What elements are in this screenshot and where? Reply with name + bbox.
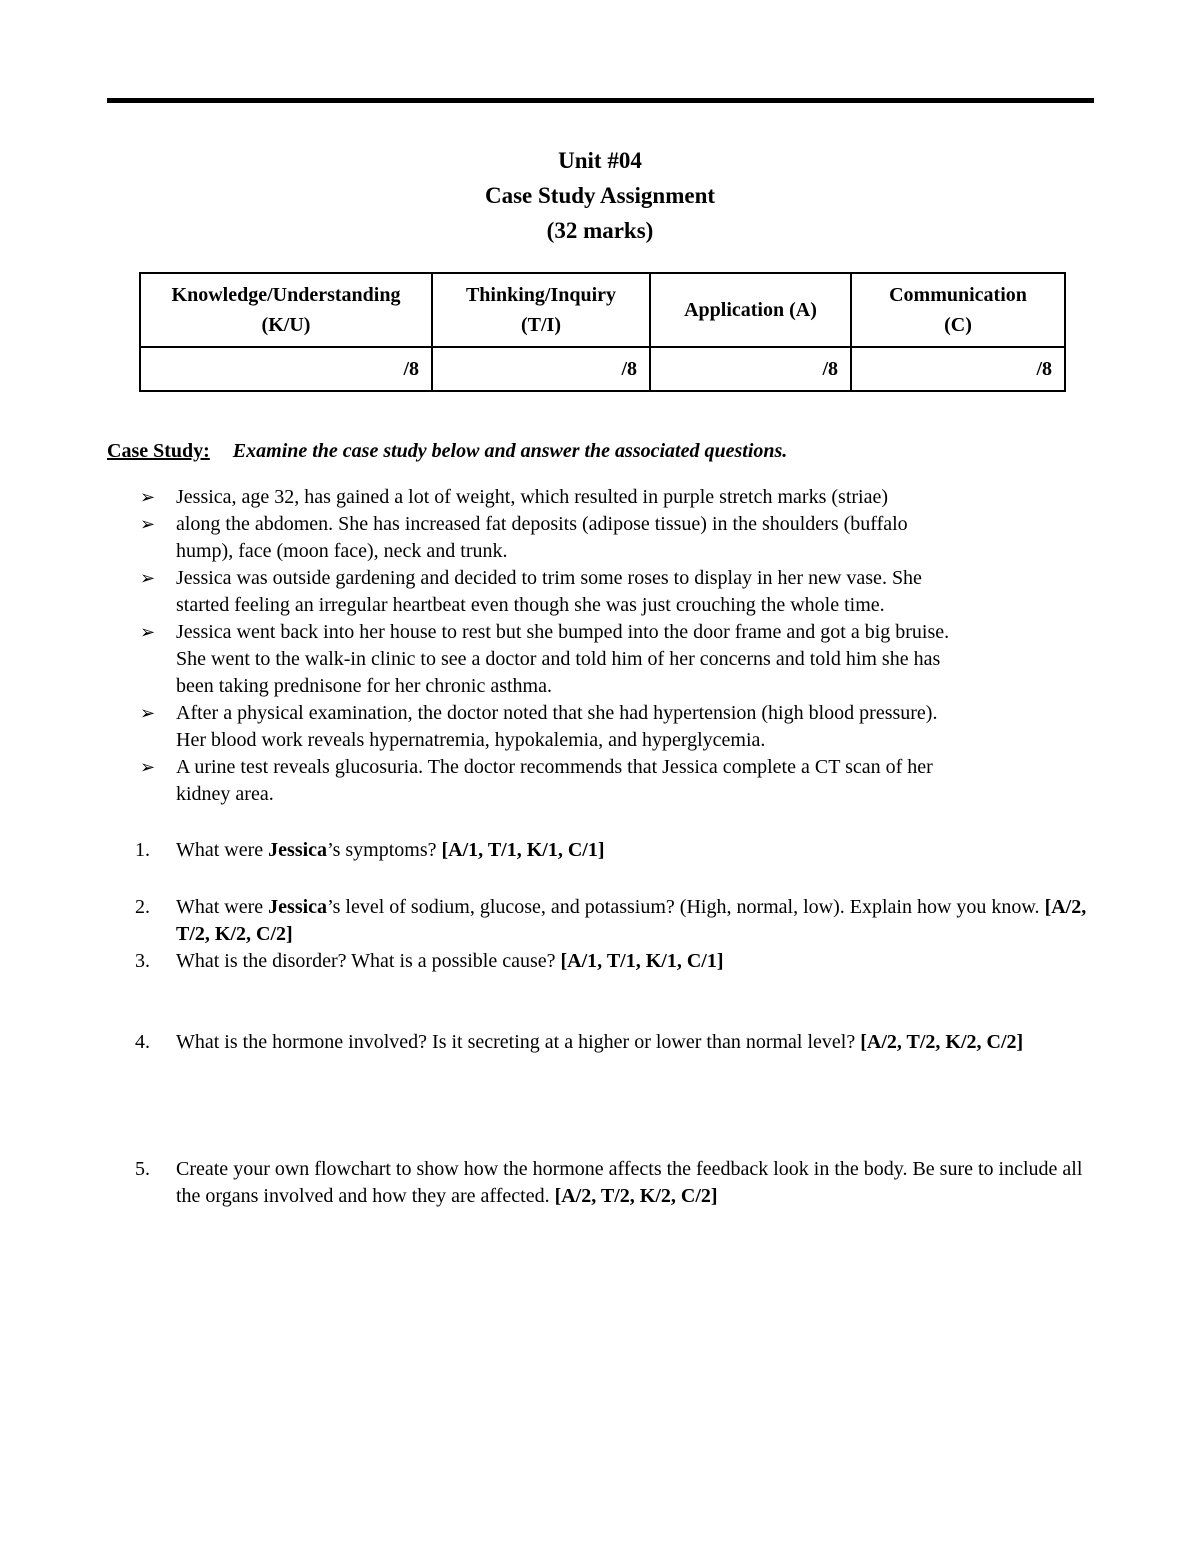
question-text: What were Jessica’s symptoms? [A/1, T/1, K/1, C/1] xyxy=(176,839,605,861)
question-number: 5. xyxy=(135,1158,150,1180)
unit-title: Unit #04 xyxy=(558,148,642,173)
question-text: Create your own flowchart to show how the hormone affects the feedback look in the body. Be sure to include all the organs involved and how they are affected. [A/2, T/2, K/2, C/2] xyxy=(176,1158,1083,1207)
question-text: What were Jessica’s level of sodium, glucose, and potassium? (High, normal, low). Explain how you know. [A/2, T/2, K/2, C/2] xyxy=(176,896,1087,945)
header-rule xyxy=(107,98,1094,103)
bullet-item: ➢ Jessica, age 32, has gained a lot of weight, which resulted in purple stretch marks (striae) xyxy=(140,484,1100,511)
category-communication: Communication (C) xyxy=(851,273,1065,347)
question-number: 1. xyxy=(135,839,150,861)
title-block xyxy=(0,143,1200,248)
bullet-item: ➢ Jessica went back into her house to rest but she bumped into the door frame and got a big bruise. She went to the walk-in clinic to see a doctor and told him of her concerns and told him she has been taking prednisone for her chronic asthma. xyxy=(140,621,950,697)
score-row xyxy=(140,347,1065,391)
question-marks: [A/2, T/2, K/2, C/2] xyxy=(176,896,1087,945)
question-number: 4. xyxy=(135,1031,150,1053)
bullet-item: ➢ A urine test reveals glucosuria. The doctor recommends that Jessica complete a CT scan of her kidney area. xyxy=(140,756,933,805)
bullet-item: ➢ along the abdomen. She has increased fat deposits (adipose tissue) in the shoulders (buffalo hump), face (moon face), neck and trunk. xyxy=(140,513,908,562)
score-application: /8 xyxy=(650,347,851,391)
case-study-instruction: Examine the case study below and answer the associated questions. xyxy=(232,440,788,462)
question-marks: [A/1, T/1, K/1, C/1] xyxy=(441,839,605,861)
category-header-row xyxy=(140,273,1065,347)
arrow-bullet-icon: ➢ xyxy=(140,487,156,507)
case-study-heading xyxy=(107,440,787,463)
achievement-chart-table xyxy=(139,272,1066,392)
total-marks: (32 marks) xyxy=(546,218,654,243)
arrow-bullet-icon: ➢ xyxy=(140,514,156,534)
arrow-bullet-icon: ➢ xyxy=(140,568,156,588)
question-2 xyxy=(135,894,1100,948)
arrow-bullet-icon: ➢ xyxy=(140,622,156,642)
arrow-bullet-icon: ➢ xyxy=(140,757,156,777)
question-number: 3. xyxy=(135,950,150,972)
question-marks: [A/2, T/2, K/2, C/2] xyxy=(860,1031,1024,1053)
question-text: What is the disorder? What is a possible cause? [A/1, T/1, K/1, C/1] xyxy=(176,950,724,972)
score-communication: /8 xyxy=(851,347,1065,391)
category-knowledge: Knowledge/Understanding (K/U) xyxy=(140,273,432,347)
question-text: What is the hormone involved? Is it secreting at a higher or lower than normal level? [A/2, T/2, K/2, C/2] xyxy=(176,1031,1024,1053)
question-marks: [A/1, T/1, K/1, C/1] xyxy=(560,950,724,972)
assignment-title: Case Study Assignment xyxy=(484,183,716,208)
question-marks: [A/2, T/2, K/2, C/2] xyxy=(554,1185,718,1207)
category-application: Application (A) xyxy=(650,273,851,347)
case-study-bullets xyxy=(140,484,1100,808)
bullet-item: ➢ After a physical examination, the doctor noted that she had hypertension (high blood pressure). Her blood work reveals hypernatremia, hypokalemia, and hyperglycemia. xyxy=(140,702,938,751)
question-3 xyxy=(135,948,1100,975)
score-knowledge: /8 xyxy=(140,347,432,391)
question-number: 2. xyxy=(135,896,150,918)
case-study-label: Case Study: xyxy=(107,440,210,462)
question-5 xyxy=(135,1156,1100,1210)
score-thinking: /8 xyxy=(432,347,650,391)
category-thinking: Thinking/Inquiry (T/I) xyxy=(432,273,650,347)
question-4 xyxy=(135,1029,1100,1056)
question-1 xyxy=(135,837,1100,864)
arrow-bullet-icon: ➢ xyxy=(140,703,156,723)
bullet-item: ➢ Jessica was outside gardening and decided to trim some roses to display in her new vase. She started feeling an irregular heartbeat even though she was just crouching the whole time. xyxy=(140,567,922,616)
